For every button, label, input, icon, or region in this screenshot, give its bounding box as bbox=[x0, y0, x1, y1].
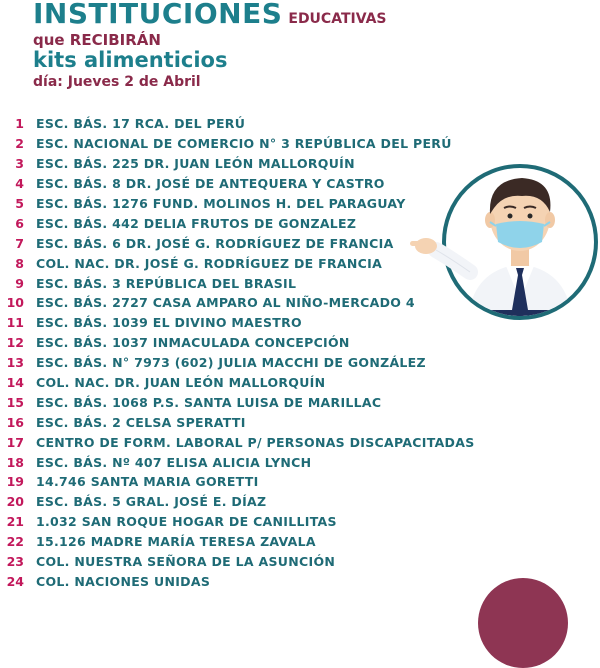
subtitle-recibiran: que RECIBIRÁN bbox=[33, 31, 161, 49]
item-name: ESC. NACIONAL DE COMERCIO N° 3 REPÚBLICA DEL PERÚ bbox=[36, 136, 452, 152]
item-name: CENTRO DE FORM. LABORAL P/ PERSONAS DISCAPACITADAS bbox=[36, 434, 475, 450]
list-item bbox=[0, 273, 475, 293]
item-name: ESC. BÁS. 3 REPÚBLICA DEL BRASIL bbox=[36, 275, 297, 291]
list-item bbox=[0, 492, 475, 512]
list-item bbox=[0, 512, 475, 532]
item-name: ESC. BÁS. 5 GRAL. JOSÉ E. DÍAZ bbox=[36, 494, 267, 510]
list-item bbox=[0, 373, 475, 393]
list-item bbox=[0, 293, 475, 313]
date-label: día: Jueves 2 de Abril bbox=[33, 74, 201, 90]
list-item bbox=[0, 213, 475, 233]
item-name: COL. NAC. DR. JOSÉ G. RODRÍGUEZ DE FRANCIA bbox=[36, 255, 383, 271]
masked-man-illustration bbox=[410, 150, 600, 330]
item-number: 21 bbox=[6, 514, 24, 530]
item-number: 2 bbox=[15, 136, 24, 152]
item-number: 13 bbox=[6, 355, 24, 371]
item-name: ESC. BÁS. 1039 EL DIVINO MAESTRO bbox=[36, 315, 302, 331]
item-name: ESC. BÁS. 2727 CASA AMPARO AL NIÑO-MERCADO 4 bbox=[36, 295, 415, 311]
list-item bbox=[0, 353, 475, 373]
list-item bbox=[0, 532, 475, 552]
list-item bbox=[0, 194, 475, 214]
list-item bbox=[0, 233, 475, 253]
item-number: 15 bbox=[6, 394, 24, 410]
title-line bbox=[33, 0, 387, 28]
item-number: 24 bbox=[6, 573, 24, 589]
decorative-circle bbox=[478, 578, 568, 668]
item-name: ESC. BÁS. 1068 P.S. SANTA LUISA DE MARILLAC bbox=[36, 394, 382, 410]
item-number: 11 bbox=[6, 315, 24, 331]
institutions-list bbox=[0, 114, 475, 591]
list-item bbox=[0, 392, 475, 412]
item-name: ESC. BÁS. 2 CELSA SPERATTI bbox=[36, 414, 246, 430]
item-number: 19 bbox=[6, 474, 24, 490]
item-number: 4 bbox=[15, 176, 24, 192]
item-name: ESC. BÁS. N° 7973 (602) JULIA MACCHI DE GONZÁLEZ bbox=[36, 355, 426, 371]
list-item bbox=[0, 472, 475, 492]
item-name: COL. NAC. DR. JUAN LEÓN MALLORQUÍN bbox=[36, 375, 326, 391]
title-instituciones: INSTITUCIONES bbox=[33, 0, 283, 30]
list-item bbox=[0, 134, 475, 154]
list-item bbox=[0, 452, 475, 472]
header bbox=[33, 0, 387, 90]
list-item bbox=[0, 253, 475, 273]
item-name: COL. NACIONES UNIDAS bbox=[36, 573, 211, 589]
item-number: 5 bbox=[15, 196, 24, 211]
item-name: COL. NUESTRA SEÑORA DE LA ASUNCIÓN bbox=[36, 554, 336, 570]
list-item bbox=[0, 552, 475, 572]
item-number: 14 bbox=[6, 375, 24, 391]
item-name: 14.746 SANTA MARIA GORETTI bbox=[36, 474, 259, 490]
list-item bbox=[0, 412, 475, 432]
item-name: ESC. BÁS. Nº 407 ELISA ALICIA LYNCH bbox=[36, 454, 312, 470]
list-item bbox=[0, 114, 475, 134]
item-number: 20 bbox=[6, 494, 24, 510]
item-number: 22 bbox=[6, 534, 24, 550]
item-name: ESC. BÁS. 1276 FUND. MOLINOS H. DEL PARAGUAY bbox=[36, 196, 406, 211]
list-item bbox=[0, 174, 475, 194]
list-item bbox=[0, 571, 475, 591]
item-number: 7 bbox=[15, 235, 24, 251]
item-number: 17 bbox=[6, 434, 24, 450]
item-number: 18 bbox=[6, 454, 24, 470]
subtitle-kits: kits alimenticios bbox=[33, 48, 228, 72]
list-item bbox=[0, 313, 475, 333]
title-educativas: EDUCATIVAS bbox=[288, 11, 387, 27]
item-number: 12 bbox=[6, 335, 24, 351]
item-number: 1 bbox=[15, 116, 24, 132]
item-number: 23 bbox=[6, 554, 24, 570]
item-number: 8 bbox=[15, 255, 24, 271]
list-item bbox=[0, 333, 475, 353]
list-item bbox=[0, 154, 475, 174]
item-name: 1.032 SAN ROQUE HOGAR DE CANILLITAS bbox=[36, 514, 337, 530]
item-name: 15.126 MADRE MARÍA TERESA ZAVALA bbox=[36, 534, 316, 550]
item-number: 10 bbox=[6, 295, 24, 311]
item-number: 3 bbox=[15, 156, 24, 172]
item-name: ESC. BÁS. 225 DR. JUAN LEÓN MALLORQUÍN bbox=[36, 156, 355, 172]
item-number: 9 bbox=[15, 275, 24, 291]
item-name: ESC. BÁS. 17 RCA. DEL PERÚ bbox=[36, 116, 246, 132]
item-number: 6 bbox=[15, 215, 24, 231]
item-name: ESC. BÁS. 1037 INMACULADA CONCEPCIÓN bbox=[36, 335, 350, 351]
item-name: ESC. BÁS. 442 DELIA FRUTOS DE GONZALEZ bbox=[36, 215, 357, 231]
item-number: 16 bbox=[6, 414, 24, 430]
item-name: ESC. BÁS. 8 DR. JOSÉ DE ANTEQUERA Y CASTRO bbox=[36, 176, 385, 192]
list-item bbox=[0, 432, 475, 452]
item-name: ESC. BÁS. 6 DR. JOSÉ G. RODRÍGUEZ DE FRANCIA bbox=[36, 235, 394, 251]
